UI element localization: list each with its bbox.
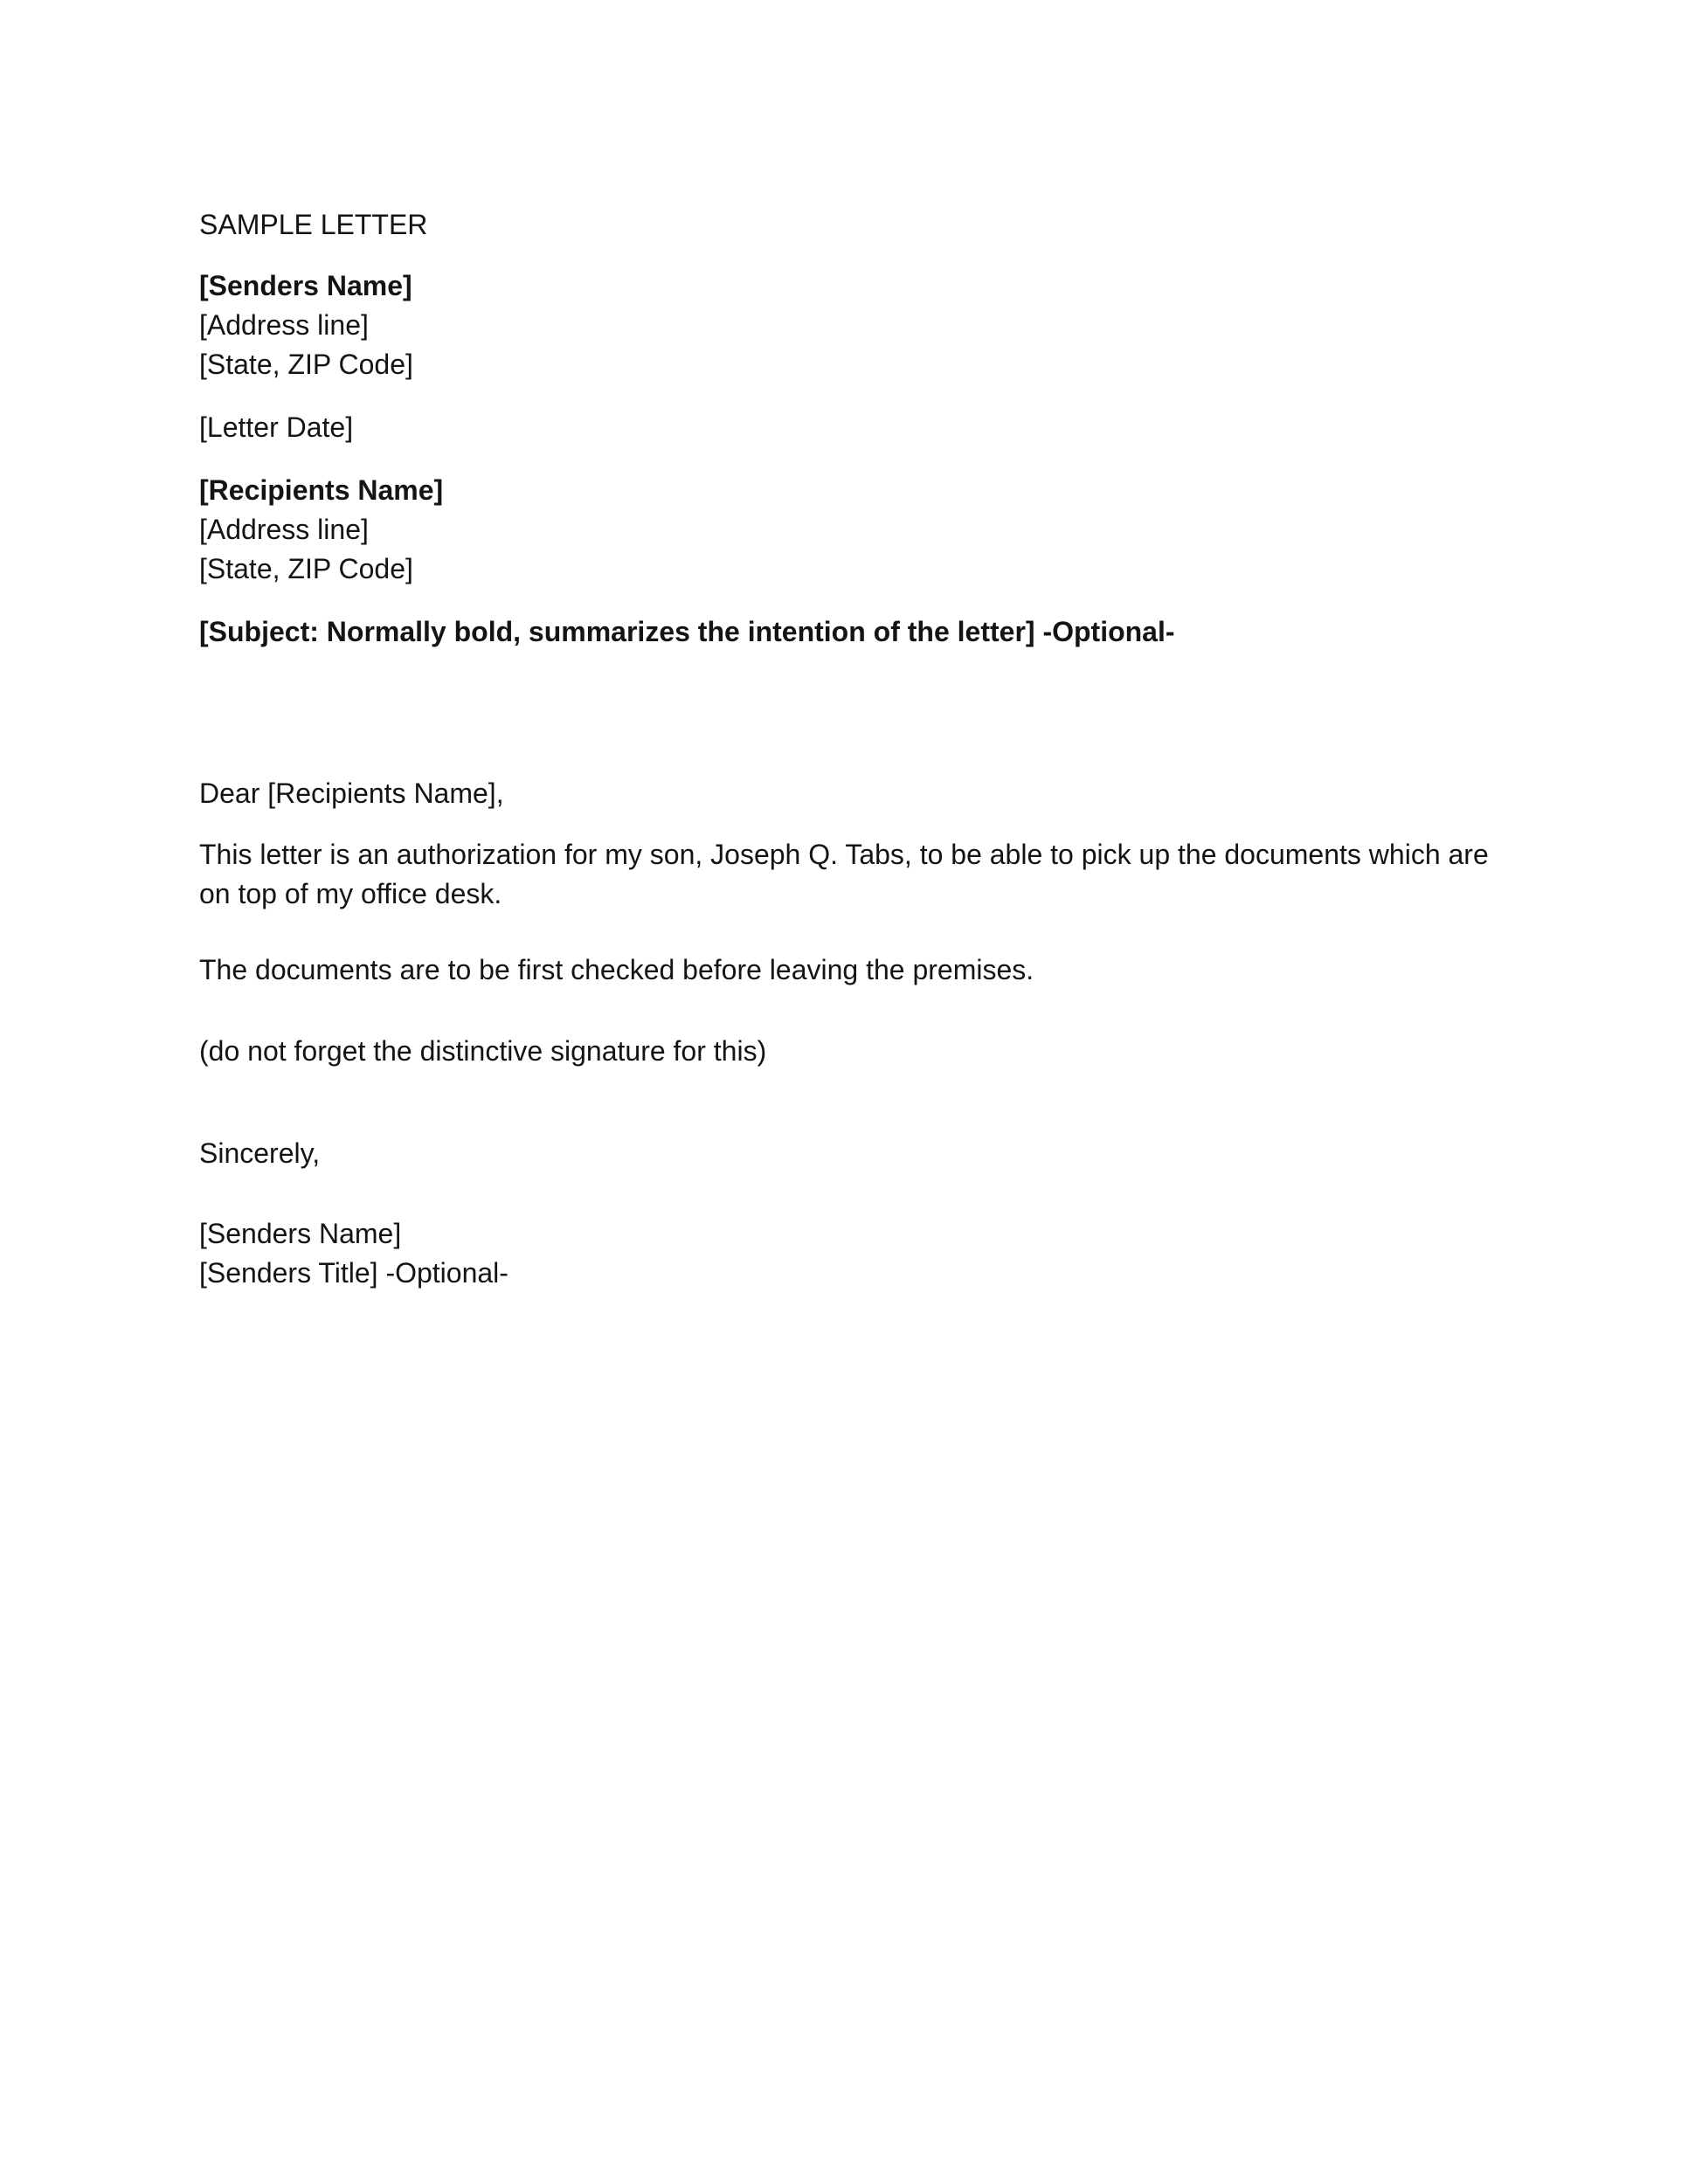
letter-date: [Letter Date] (199, 411, 354, 443)
recipient-state-zip: [State, ZIP Code] (199, 553, 413, 584)
signature-name: [Senders Name] (199, 1218, 402, 1249)
salutation: Dear [Recipients Name], (199, 778, 504, 809)
signature-block (199, 1214, 1491, 1293)
closing: Sincerely, (199, 1137, 321, 1169)
body-paragraph-2: The documents are to be first checked before leaving the premises. (199, 954, 1034, 985)
body-paragraph-1: This letter is an authorization for my son, Joseph Q. Tabs, to be able to pick up the documents which are on top of my office desk. (199, 839, 1489, 909)
sender-state-zip: [State, ZIP Code] (199, 349, 413, 380)
sender-address-line: [Address line] (199, 309, 369, 341)
sender-address-block (199, 266, 1491, 384)
document-heading: SAMPLE LETTER (199, 209, 428, 240)
signature-title: [Senders Title] -Optional- (199, 1257, 508, 1289)
sender-name: [Senders Name] (199, 270, 412, 301)
recipient-name: [Recipients Name] (199, 474, 444, 506)
body-paragraph-3: (do not forget the distinctive signature for this) (199, 1035, 767, 1067)
recipient-address-block (199, 471, 1491, 589)
subject-line: [Subject: Normally bold, summarizes the intention of the letter] -Optional- (199, 616, 1175, 647)
recipient-address-line: [Address line] (199, 514, 369, 545)
